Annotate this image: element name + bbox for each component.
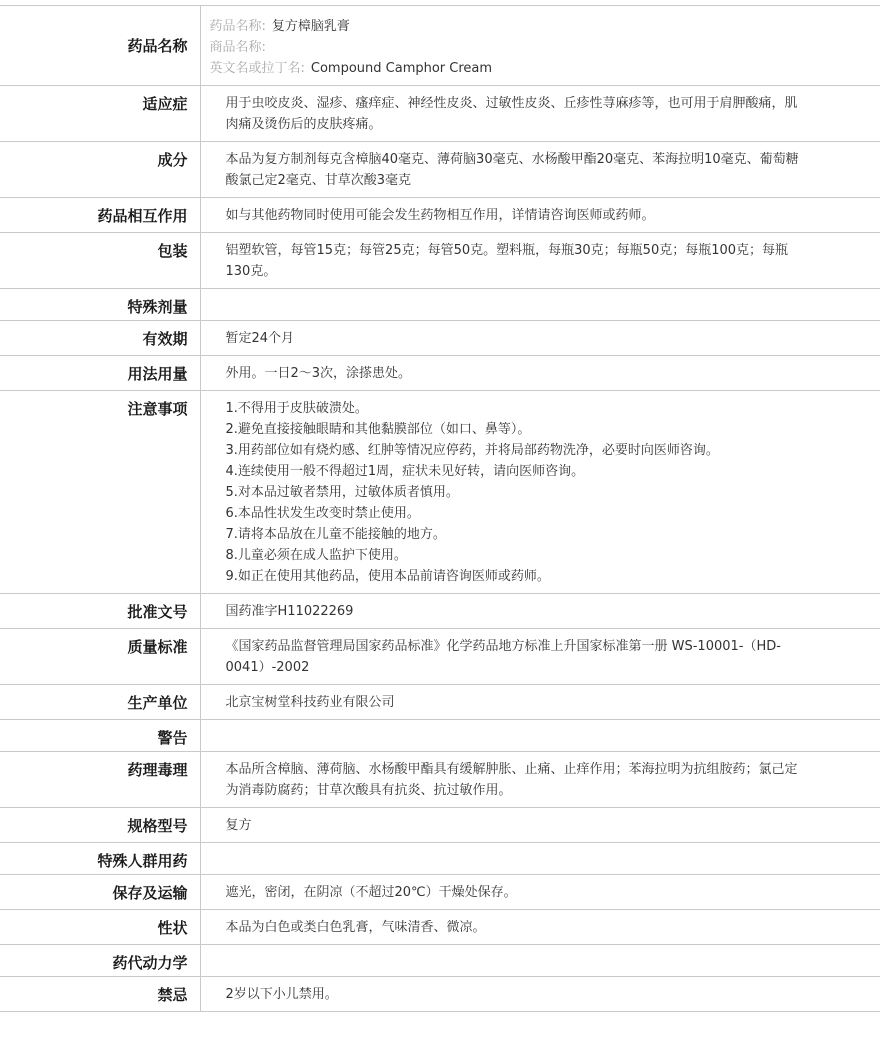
- row-contraindications: [0, 977, 880, 1012]
- row-special-dose: [0, 289, 880, 321]
- row-quality: [0, 629, 880, 685]
- row-precautions: [0, 391, 880, 594]
- value-interactions: 如与其他药物同时使用可能会发生药物相互作用，详情请咨询医师或药师。: [225, 208, 655, 223]
- value-special-population: [200, 843, 880, 875]
- row-interactions: [0, 198, 880, 233]
- value-indications: 用于虫咬皮炎、湿疹、瘙痒症、神经性皮炎、过敏性皮炎、丘疹性荨麻疹等，也可用于肩胛酸痛，肌肉痛及烫伤后的皮肤疼痛。: [225, 96, 798, 132]
- row-usage: [0, 356, 880, 391]
- row-indications: [0, 86, 880, 142]
- label-special-dose: 特殊剂量: [0, 289, 200, 321]
- label-contraindications: 禁忌: [0, 977, 200, 1012]
- row-special-population: [0, 843, 880, 875]
- label-drug-name: 药品名称: [0, 6, 200, 86]
- generic-name-line: [210, 16, 880, 37]
- row-drug-name: [0, 6, 880, 86]
- row-pharmacology: [0, 752, 880, 808]
- value-usage: 外用。一日2～3次，涂搽患处。: [225, 366, 412, 381]
- label-pharmacokinetics: 药代动力学: [0, 945, 200, 977]
- value-special-dose: [200, 289, 880, 321]
- trade-name-line: [210, 37, 880, 58]
- precaution-item: 1.不得用于皮肤破溃处。: [225, 401, 368, 416]
- label-usage: 用法用量: [0, 356, 200, 391]
- row-specification: [0, 808, 880, 843]
- generic-name-key: 药品名称:: [209, 19, 266, 34]
- value-packaging: 铝塑软管，每管15克；每管25克；每管50克。塑料瓶，每瓶30克；每瓶50克；每瓶100克；每瓶130克。: [225, 243, 789, 279]
- precaution-item: 3.用药部位如有烧灼感、红肿等情况应停药，并将局部药物洗净，必要时向医师咨询。: [225, 443, 719, 458]
- row-ingredients: [0, 142, 880, 198]
- english-name-line: [210, 58, 880, 79]
- row-packaging: [0, 233, 880, 289]
- label-interactions: 药品相互作用: [0, 198, 200, 233]
- english-name-value: Compound Camphor Cream: [310, 61, 493, 76]
- value-specification: 复方: [225, 818, 252, 833]
- label-manufacturer: 生产单位: [0, 685, 200, 720]
- precaution-item: 4.连续使用一般不得超过1周，症状未见好转，请向医师咨询。: [225, 464, 585, 479]
- drug-info-table: [0, 5, 880, 1012]
- precaution-item: 2.避免直接接触眼睛和其他黏膜部位（如口、鼻等）。: [225, 422, 531, 437]
- label-approval: 批准文号: [0, 594, 200, 629]
- label-indications: 适应症: [0, 86, 200, 142]
- value-appearance: 本品为白色或类白色乳膏，气味清香、微凉。: [225, 920, 486, 935]
- row-pharmacokinetics: [0, 945, 880, 977]
- value-manufacturer: 北京宝树堂科技药业有限公司: [225, 695, 395, 710]
- precaution-item: 5.对本品过敏者禁用，过敏体质者慎用。: [225, 485, 459, 500]
- value-approval: 国药准字H11022269: [225, 604, 354, 619]
- value-precautions: [200, 391, 880, 594]
- value-quality: 《国家药品监督管理局国家药品标准》化学药品地方标准上升国家标准第一册 WS-10001-（HD-0041）-2002: [225, 639, 781, 675]
- label-precautions: 注意事项: [0, 391, 200, 594]
- row-storage: [0, 875, 880, 910]
- value-shelf-life: 暂定24个月: [225, 331, 295, 346]
- label-special-population: 特殊人群用药: [0, 843, 200, 875]
- row-warning: [0, 720, 880, 752]
- label-appearance: 性状: [0, 910, 200, 945]
- label-pharmacology: 药理毒理: [0, 752, 200, 808]
- precaution-item: 6.本品性状发生改变时禁止使用。: [225, 506, 420, 521]
- row-manufacturer: [0, 685, 880, 720]
- generic-name-value: 复方樟脑乳膏: [271, 19, 350, 34]
- value-ingredients: 本品为复方制剂每克含樟脑40毫克、薄荷脑30毫克、水杨酸甲酯20毫克、苯海拉明10毫克、葡萄糖酸氯己定2毫克、甘草次酸3毫克: [225, 152, 799, 188]
- precaution-item: 7.请将本品放在儿童不能接触的地方。: [225, 527, 446, 542]
- drug-info-sheet: [0, 5, 880, 1012]
- row-appearance: [0, 910, 880, 945]
- value-contraindications: 2岁以下小儿禁用。: [225, 987, 338, 1002]
- value-storage: 遮光，密闭，在阴凉（不超过20℃）干燥处保存。: [225, 885, 517, 900]
- value-drug-name: [200, 6, 880, 86]
- label-warning: 警告: [0, 720, 200, 752]
- row-approval: [0, 594, 880, 629]
- label-packaging: 包装: [0, 233, 200, 289]
- label-shelf-life: 有效期: [0, 321, 200, 356]
- value-warning: [200, 720, 880, 752]
- label-storage: 保存及运输: [0, 875, 200, 910]
- value-pharmacokinetics: [200, 945, 880, 977]
- trade-name-key: 商品名称:: [209, 40, 266, 55]
- label-specification: 规格型号: [0, 808, 200, 843]
- value-pharmacology: 本品所含樟脑、薄荷脑、水杨酸甲酯具有缓解肿胀、止痛、止痒作用；苯海拉明为抗组胺药；氯己定为消毒防腐药；甘草次酸具有抗炎、抗过敏作用。: [225, 762, 798, 798]
- english-name-key: 英文名或拉丁名:: [209, 61, 305, 76]
- row-shelf-life: [0, 321, 880, 356]
- label-quality: 质量标准: [0, 629, 200, 685]
- label-ingredients: 成分: [0, 142, 200, 198]
- precaution-item: 8.儿童必须在成人监护下使用。: [225, 548, 407, 563]
- precaution-item: 9.如正在使用其他药品，使用本品前请咨询医师或药师。: [225, 569, 550, 584]
